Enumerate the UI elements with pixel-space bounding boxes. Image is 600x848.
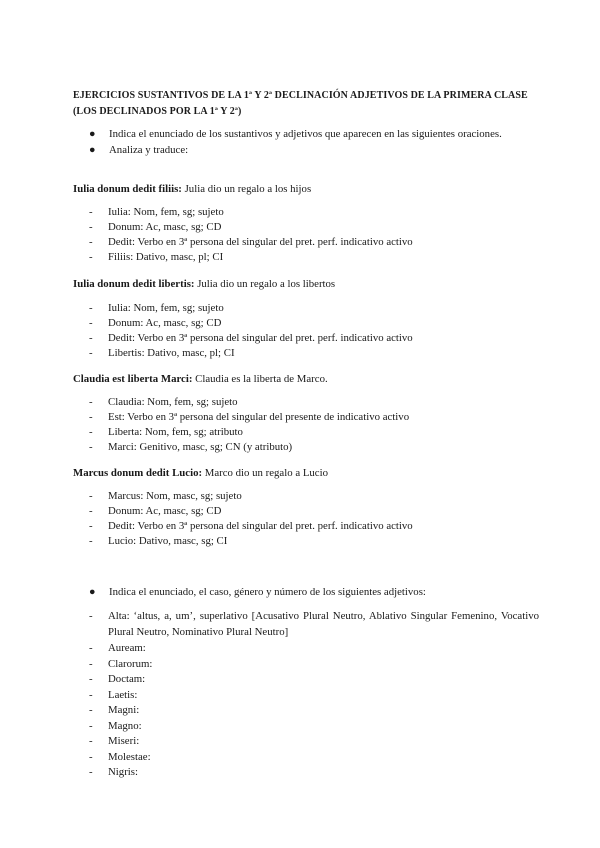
analysis-item: - Dedit: Verbo en 3ª persona del singular del pret. perf. indicativo activo xyxy=(89,332,413,344)
latin-sentence: Marcus donum dedit Lucio: xyxy=(73,467,203,479)
analysis-item: - Iulia: Nom, fem, sg; sujeto xyxy=(89,206,224,218)
analysis-item: - Filiis: Dativo, masc, pl; CI xyxy=(89,251,224,263)
adjective-item: - Doctam: xyxy=(89,673,146,685)
instruction-item: ● Indica el enunciado, el caso, género y número de los siguientes adjetivos: xyxy=(89,586,426,598)
adjective-item: - Auream: xyxy=(89,642,146,654)
adjective-item: - Laetis: xyxy=(89,688,138,701)
translation: Julia dio un regalo a los libertos xyxy=(194,278,336,290)
analysis-item: - Est: Verbo en 3ª persona del singular del presente de indicativo activo xyxy=(89,411,410,423)
document-title: EJERCICIOS SUSTANTIVOS DE LA 1ª Y 2ª DECLINACIÓN ADJETIVOS DE LA PRIMERA CLASE (LOS DECLINADOS POR LA 1ª Y 2ª) xyxy=(73,90,528,117)
analysis-item: - Donum: Ac, masc, sg; CD xyxy=(89,221,222,233)
bullet-icon: ● xyxy=(89,586,96,598)
analysis-item: - Dedit: Verbo en 3ª persona del singular del pret. perf. indicativo activo xyxy=(89,236,413,248)
adjective-list xyxy=(89,608,539,781)
instruction-list xyxy=(89,126,529,158)
adjective-item: - Molestae: xyxy=(89,750,151,763)
sentence-heading xyxy=(73,276,335,292)
sentence-heading xyxy=(73,465,328,481)
latin-sentence: Claudia est liberta Marci: xyxy=(73,373,193,385)
analysis-item: - Marci: Genitivo, masc, sg; CN (y atributo) xyxy=(89,441,293,453)
latin-sentence: Iulia donum dedit libertis: xyxy=(73,278,195,290)
latin-sentence: Iulia donum dedit filiis: xyxy=(73,183,182,195)
adjective-item: - Magno: xyxy=(89,719,142,732)
analysis-item: - Iulia: Nom, fem, sg; sujeto xyxy=(89,302,224,314)
instruction-item: ● Analiza y traduce: xyxy=(89,144,189,156)
analysis-list xyxy=(89,395,539,455)
analysis-item: - Liberta: Nom, fem, sg; atributo xyxy=(89,426,243,438)
analysis-item: - Lucio: Dativo, masc, sg; CI xyxy=(89,535,228,547)
analysis-item: - Marcus: Nom, masc, sg; sujeto xyxy=(89,490,242,502)
adjective-item: - Magni: xyxy=(89,704,140,716)
analysis-list xyxy=(89,205,539,265)
sentence-heading xyxy=(73,181,311,197)
instruction-item: ● Indica el enunciado de los sustantivos y adjetivos que aparecen en las siguientes oraciones. xyxy=(89,128,502,140)
analysis-item: - Claudia: Nom, fem, sg; sujeto xyxy=(89,396,238,408)
adjective-item: - Clarorum: xyxy=(89,657,153,670)
bullet-icon: ● xyxy=(89,144,96,156)
analysis-item: - Libertis: Dativo, masc, pl; CI xyxy=(89,347,235,359)
analysis-item: - Donum: Ac, masc, sg; CD xyxy=(89,317,222,329)
translation: Claudia es la liberta de Marco. xyxy=(192,373,328,385)
adjective-item: - Miseri: xyxy=(89,735,140,747)
bullet-icon: ● xyxy=(89,128,96,140)
analysis-item: - Donum: Ac, masc, sg; CD xyxy=(89,505,222,517)
translation: Marco dio un regalo a Lucio xyxy=(202,467,328,479)
analysis-list xyxy=(89,489,539,549)
adjective-item: - Alta: ‘altus, a, um’, superlativo [Acusativo Plural Neutro, Ablativo Singular Femenino, Vocativo Plural Neutro, Nominativo Plural Neutro] xyxy=(89,610,539,638)
sentence-heading xyxy=(73,371,328,387)
adjective-item: - Nigris: xyxy=(89,766,138,778)
second-instruction xyxy=(89,584,529,600)
analysis-item: - Dedit: Verbo en 3ª persona del singular del pret. perf. indicativo activo xyxy=(89,520,413,532)
translation: Julia dio un regalo a los hijos xyxy=(181,183,312,195)
analysis-list xyxy=(89,301,539,361)
